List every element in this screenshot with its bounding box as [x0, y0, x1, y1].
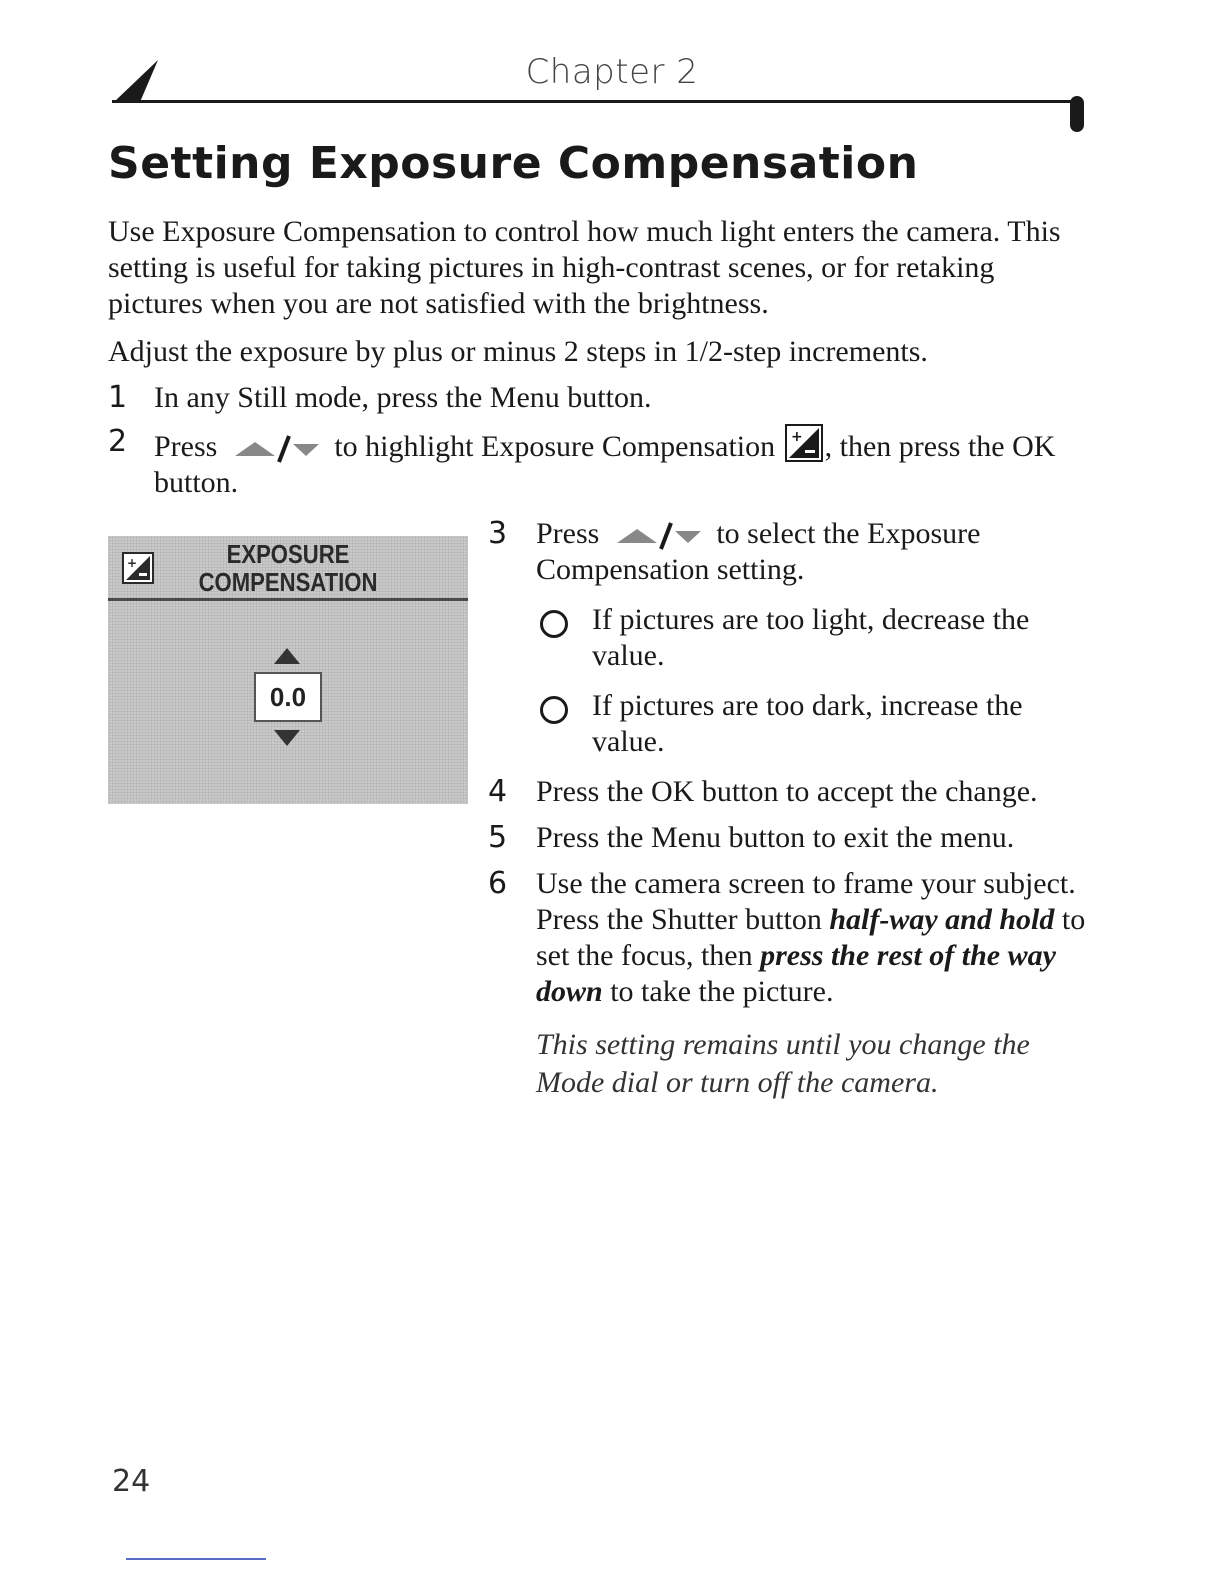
page-number: 24	[112, 1464, 151, 1499]
step-2-press: Press	[154, 430, 218, 463]
circle-bullet-icon	[540, 610, 568, 638]
chapter-label: Chapter 2	[525, 52, 699, 92]
camera-screen-header	[108, 536, 468, 601]
step-1-text: In any Still mode, press the Menu button.	[154, 381, 652, 414]
bullet-2-text: If pictures are too dark, increase the value.	[592, 689, 1023, 758]
camera-screen-title-line: COMPENSATION	[198, 567, 378, 597]
step-3-post: to select the Exposure Compensation setting.	[536, 517, 981, 586]
exposure-compensation-icon	[785, 424, 823, 462]
up-down-arrow-icon	[613, 521, 703, 551]
step-number: 3	[488, 516, 508, 551]
bullet-1-text: If pictures are too light, decrease the value.	[592, 603, 1030, 672]
exposure-compensation-icon	[122, 552, 154, 584]
step-number: 6	[488, 866, 508, 901]
exposure-value-display: 0.0	[254, 672, 322, 722]
step-3-press: Press	[536, 517, 600, 550]
step-5-text: Press the Menu button to exit the menu.	[536, 821, 1015, 854]
page-title: Setting Exposure Compensation	[108, 138, 919, 189]
step-2-text	[154, 424, 1084, 501]
svg-text:+: +	[127, 556, 138, 570]
footer-rule	[126, 1558, 266, 1560]
step-6-part: to take the picture.	[602, 975, 834, 1008]
circle-bullet-icon	[540, 696, 568, 724]
svg-text:+: +	[790, 429, 803, 445]
header-end-mark	[1070, 96, 1084, 132]
header-rule	[112, 100, 1076, 103]
step-number: 2	[108, 424, 128, 459]
step-6-emphasis: half-way and hold	[829, 903, 1055, 936]
camera-screen-title	[186, 540, 390, 596]
step-number: 4	[488, 774, 508, 809]
step-3-text	[536, 516, 1076, 588]
step-6-part: Use the camera screen to frame your subject. Press the Shutter button	[536, 867, 1076, 936]
step-4-text: Press the OK button to accept the change.	[536, 775, 1038, 808]
step-6-emphasis: press the rest of the way down	[536, 939, 1056, 1008]
camera-screen-illustration	[108, 536, 468, 804]
up-arrow-icon	[272, 646, 302, 666]
adjust-paragraph: Adjust the exposure by plus or minus 2 steps in 1/2-step increments.	[108, 335, 928, 368]
step-number: 1	[108, 380, 128, 415]
step-2-post: , then press the OK button.	[154, 430, 1056, 499]
down-arrow-icon	[272, 728, 302, 748]
camera-screen-title-line: EXPOSURE	[226, 539, 350, 569]
step-6-part: to set the focus, then	[536, 903, 1086, 972]
step-2-mid: to highlight Exposure Compensation	[334, 430, 776, 463]
note: This setting remains until you change the Mode dial or turn off the camera.	[536, 1028, 1030, 1099]
intro-paragraph: Use Exposure Compensation to control how much light enters the camera. This setting is useful for taking pictures in high-contrast scenes, or for retaking pictures when you are not satisfied with the brightness.	[108, 215, 1061, 320]
step-6-text	[536, 866, 1096, 1010]
step-number: 5	[488, 820, 508, 855]
up-down-arrow-icon	[231, 434, 321, 464]
